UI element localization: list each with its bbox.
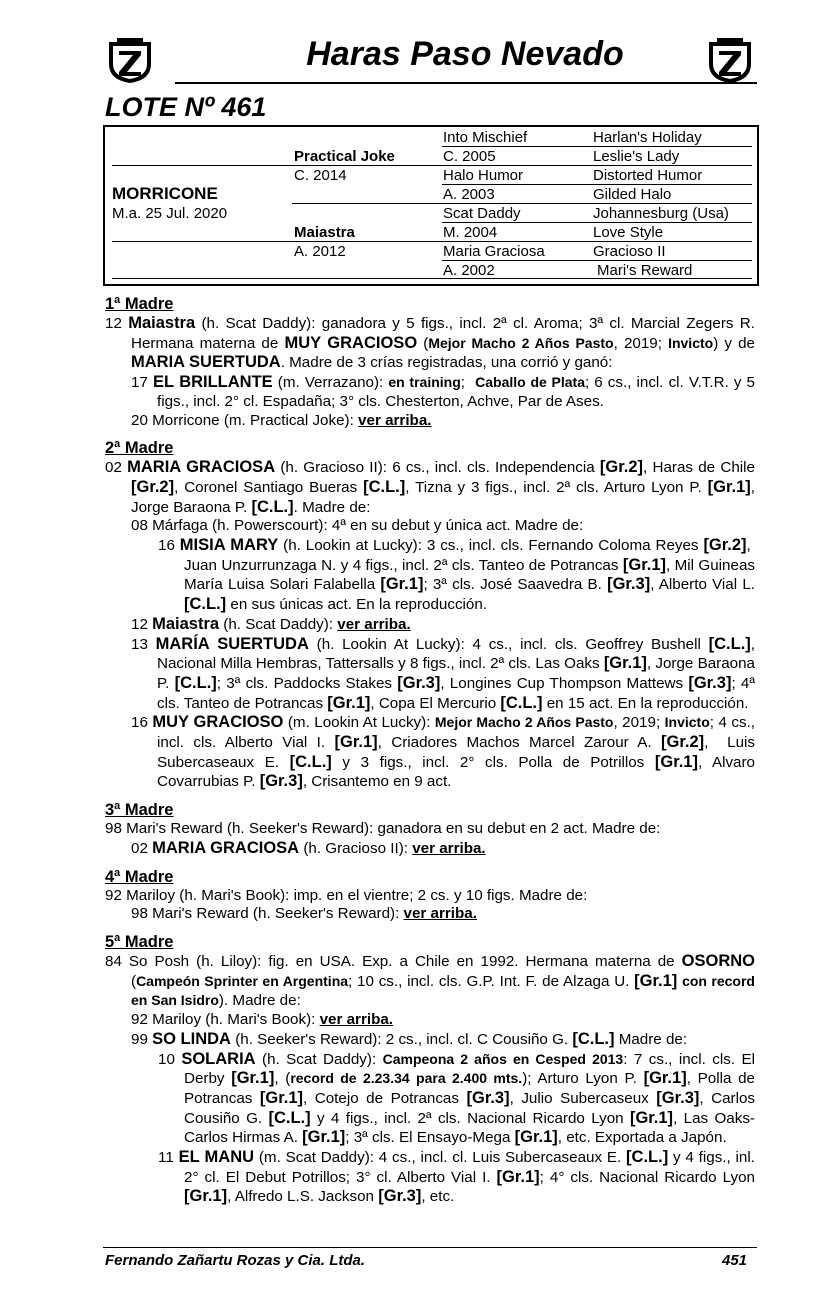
sire-info: C. 2014 <box>294 167 347 184</box>
dam-paragraph: 84 So Posh (h. Liloy): fig. en USA. Exp. a Chile en 1992. Hermana materna de OSORNO (Campeón Sprinter en Argentina; 10 cs., incl. cls. G.P. Int. F. de Alzaga U. [Gr.1] con record en San Isidro). Madre de: <box>105 951 755 1010</box>
list-item: 08 Márfaga (h. Powerscourt): 4ª en su debut y única act. Madre de: <box>131 517 584 535</box>
haras-logo-icon <box>105 34 155 84</box>
ggp-4: Gilded Halo <box>593 186 672 203</box>
list-item: 02 MARIA GRACIOSA (h. Gracioso II): ver arriba. <box>131 838 486 857</box>
section-heading: 2ª Madre <box>105 439 174 458</box>
page-number: 451 <box>722 1252 748 1269</box>
footer-publisher: Fernando Zañartu Rozas y Cia. Ltda. <box>105 1252 366 1269</box>
list-item: 17 EL BRILLANTE (m. Verrazano): en training; Caballo de Plata; 6 cs., incl. cl. V.T.R. y 5 figs., incl. 2° cl. Espadaña; 3° cls. Chesterton, Achve, Par de Ases. <box>131 373 755 410</box>
section-heading: 4ª Madre <box>105 867 174 886</box>
page-title: Haras Paso Nevado <box>306 35 624 73</box>
grandsire-info-2: M. 2004 <box>443 224 498 241</box>
list-item: 99 SO LINDA (h. Seeker's Reward): 2 cs., incl. cl. C Cousiño G. [C.L.] Madre de: <box>131 1029 688 1048</box>
title-rule <box>175 82 757 84</box>
sire-name: Practical Joke <box>294 148 395 165</box>
list-item: 16 MUY GRACIOSO (m. Lookin At Lucky): Mejor Macho 2 Años Pasto, 2019; Invicto; 4 cs., incl. cls. Alberto Vial I. [Gr.1], Criadores Machos Marcel Zarour A. [Gr.2], Luis Subercaseaux E. [C.L.] y 3 figs., incl. 2° cls. Polla de Potrillos [Gr.1], Alvaro Covarrubias P. [Gr.3], Crisantemo en 9 act. <box>131 713 755 791</box>
list-item: 20 Morricone (m. Practical Joke): ver arriba. <box>131 411 432 429</box>
dam-name: Maiastra <box>294 224 355 241</box>
list-item: 92 Mariloy (h. Mari's Book): ver arriba. <box>131 1011 394 1029</box>
list-item: 10 SOLARIA (h. Scat Daddy): Campeona 2 años en Cesped 2013: 7 cs., incl. cls. El Derby [Gr.1], (record de 2.23.34 para 2.400 mts.); Arturo Lyon P. [Gr.1], Polla de Potrancas [Gr.1], Cotejo de Potrancas [Gr.3], Julio Subercaseux [Gr.3], Carlos Cousiño G. [C.L.] y 4 figs., incl. 2ª cls. Nacional Ricardo Lyon [Gr.1], Las Oaks-Carlos Hirmas A. [Gr.1]; 3ª cls. El Ensayo-Mega [Gr.1], etc. Exportada a Japón. <box>158 1049 755 1147</box>
ggp-1: Harlan's Holiday <box>593 129 702 146</box>
lot-number: LOTE Nº 461 <box>105 92 267 122</box>
footer-rule <box>103 1247 757 1248</box>
list-item: 98 Mari's Reward (h. Seeker's Reward): ver arriba. <box>131 905 477 923</box>
pedigree-table <box>103 125 759 286</box>
catalog-body <box>105 294 755 1207</box>
dam-paragraph: 92 Mariloy (h. Mari's Book): imp. en el vientre; 2 cs. y 10 figs. Madre de: <box>105 886 588 904</box>
dam-paragraph: 98 Mari's Reward (h. Seeker's Reward): ganadora en su debut en 2 act. Madre de: <box>105 820 661 838</box>
grandsire-info-1: C. 2005 <box>443 148 496 165</box>
section-heading: 1ª Madre <box>105 295 174 313</box>
ggp-3: Distorted Humor <box>593 167 703 184</box>
ggp-7: Gracioso II <box>593 243 666 260</box>
granddam-sire: Into Mischief <box>443 129 528 146</box>
ggp-5: Johannesburg (Usa) <box>593 205 729 222</box>
ggp-6: Love Style <box>593 224 664 241</box>
horse-name: MORRICONE <box>112 184 218 203</box>
list-item: 16 MISIA MARY (h. Lookin at Lucky): 3 cs., incl. cls. Fernando Coloma Reyes [Gr.2], Juan Unzurrunzaga N. y 4 figs., incl. 2ª cls. Tanteo de Potrancas [Gr.1], Mil Guineas María Luisa Solari Falabella [Gr.1]; 3ª cls. José Saavedra B. [Gr.3], Alberto Vial L. [C.L.] en sus únicas act. En la reproducción. <box>158 536 755 614</box>
list-item: 12 Maiastra (h. Scat Daddy): ver arriba. <box>131 614 411 633</box>
horse-birth: M.a. 25 Jul. 2020 <box>112 205 228 222</box>
dam-paragraph: 02 MARIA GRACIOSA (h. Gracioso II): 6 cs., incl. cls. Independencia [Gr.2], Haras de Chile [Gr.2], Coronel Santiago Bueras [C.L.], Tizna y 3 figs., incl. 2ª cls. Arturo Lyon P. [Gr.1], Jorge Baraona P. [C.L.]. Madre de: <box>105 458 755 516</box>
list-item: 13 MARÍA SUERTUDA (h. Lookin At Lucky): 4 cs., incl. cls. Geoffrey Bushell [C.L.], Nacional Milla Hembras, Tattersalls y 8 figs., incl. 2ª cls. Las Oaks [Gr.1], Jorge Baraona P. [C.L.]; 3ª cls. Paddocks Stakes [Gr.3], Longines Cup Thompson Mattews [Gr.3]; 4ª cls. Tanteo de Potrancas [Gr.1], Copa El Mercurio [C.L.] en 15 act. En la reproducción. <box>131 634 756 712</box>
list-item: 11 EL MANU (m. Scat Daddy): 4 cs., incl. cl. Luis Subercaseaux E. [C.L.] y 4 figs., inl. 2° cl. El Debut Potrillos; 3° cl. Alberto Vial I. [Gr.1]; 4° cls. Nacional Ricardo Lyon [Gr.1], Alfredo L.S. Jackson [Gr.3], etc. <box>158 1148 755 1206</box>
section-heading: 3ª Madre <box>105 801 174 820</box>
grand-dam-1: Halo Humor <box>443 167 524 184</box>
dam-paragraph: 12 Maiastra (h. Scat Daddy): ganadora y 5 figs., incl. 2ª cl. Aroma; 3ª cl. Marcial Zegers R. Hermana materna de MUY GRACIOSO (Mejor Macho 2 Años Pasto, 2019; Invicto) y de MARIA SUERTUDA. Madre de 3 crías registradas, una corrió y ganó: <box>105 314 755 372</box>
ggp-2: Leslie's Lady <box>593 148 680 165</box>
section-heading: 5ª Madre <box>105 932 174 951</box>
dam-info: A. 2012 <box>294 243 346 260</box>
grand-dam-info-2: A. 2002 <box>443 262 495 279</box>
ggp-8: Mari's Reward <box>597 262 693 279</box>
grand-dam-2: Maria Graciosa <box>443 243 545 260</box>
grand-dam-info-1: A. 2003 <box>443 186 495 203</box>
grandsire-2: Scat Daddy <box>443 205 521 222</box>
